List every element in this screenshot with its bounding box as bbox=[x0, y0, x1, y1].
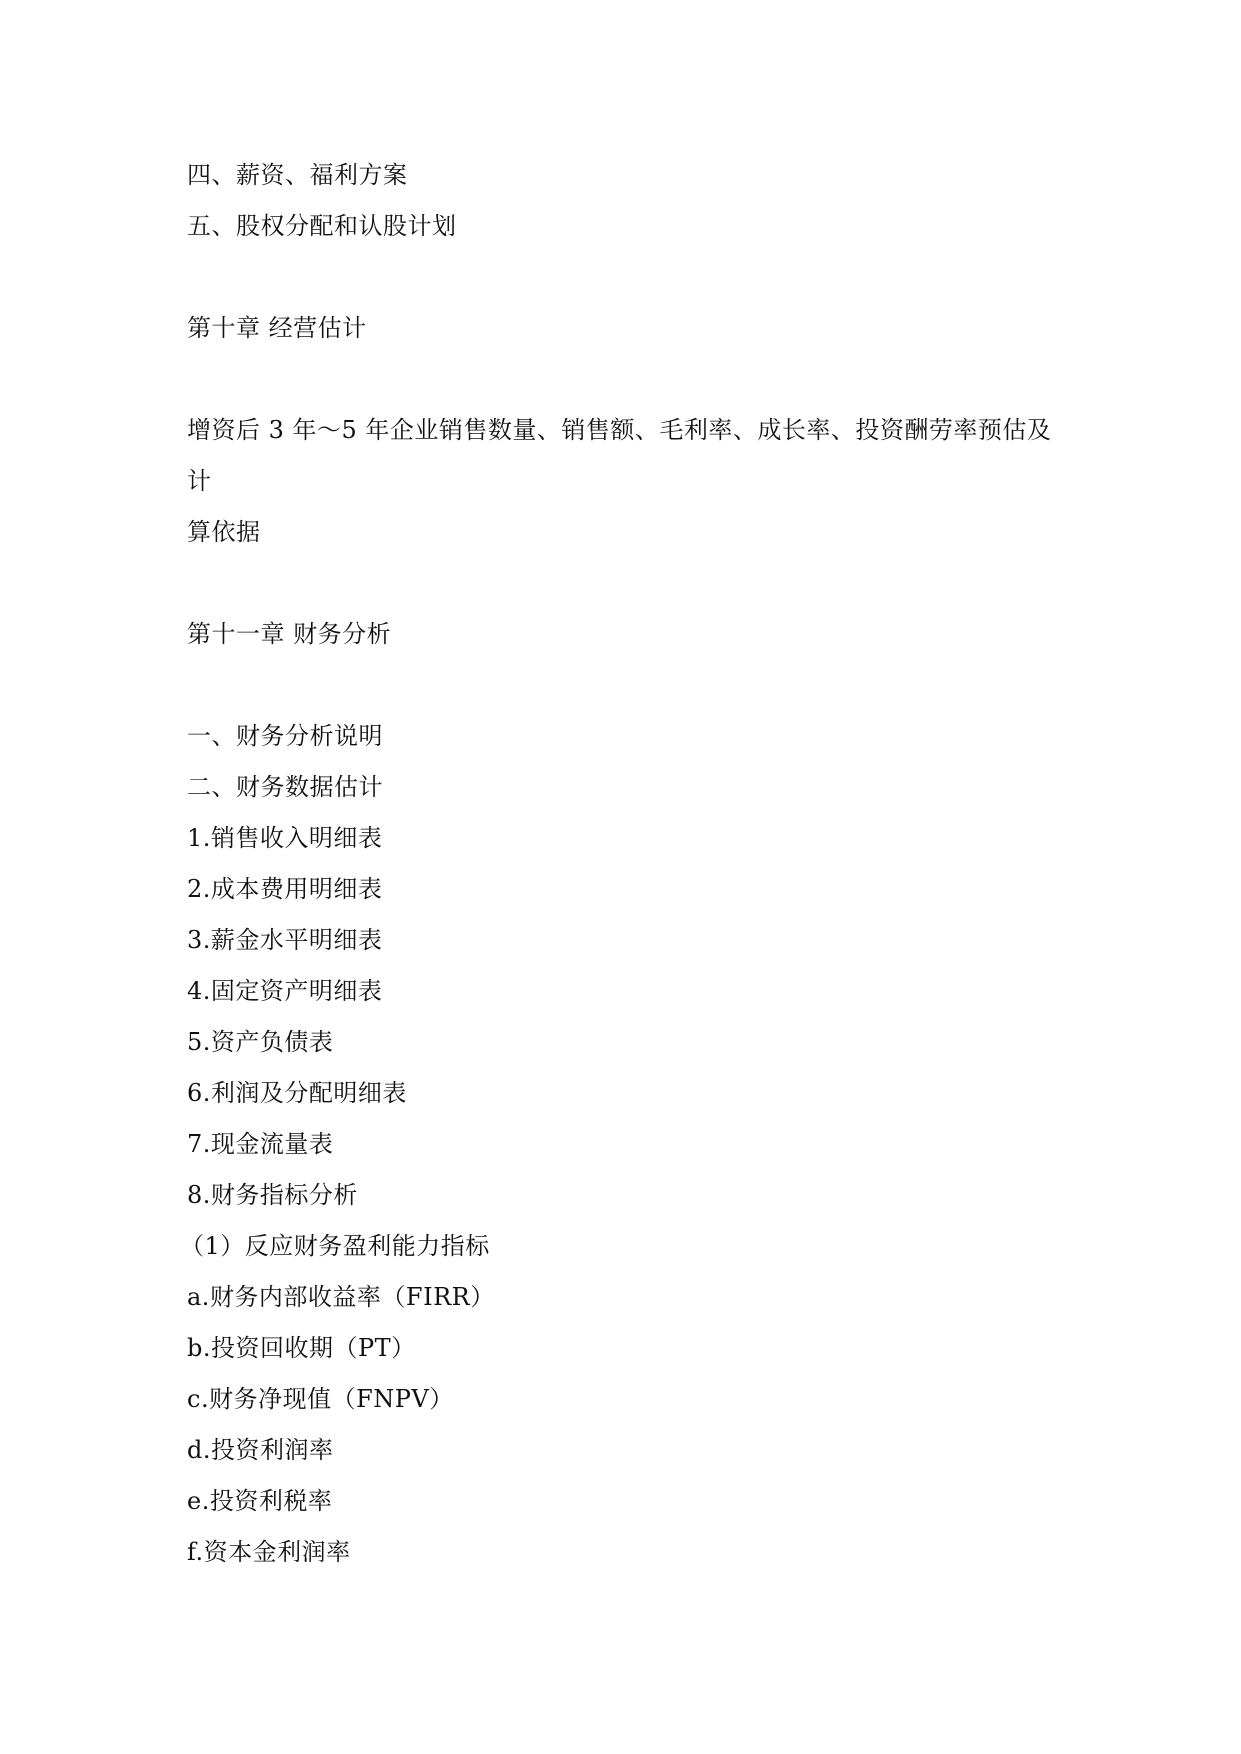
list-item: 8.财务指标分析 bbox=[187, 1181, 358, 1209]
indicator-item: a.财务内部收益率（FIRR） bbox=[187, 1283, 495, 1311]
indicator-item: b.投资回收期（PT） bbox=[187, 1334, 416, 1362]
indicator-item: e.投资利税率 bbox=[187, 1487, 333, 1515]
chapter-ten-body-line: 算依据 bbox=[187, 518, 261, 546]
indicator-item: c.财务净现值（FNPV） bbox=[187, 1385, 454, 1413]
list-item: 4.固定资产明细表 bbox=[187, 977, 383, 1005]
list-item: 1.销售收入明细表 bbox=[187, 824, 383, 852]
indicator-item: d.投资利润率 bbox=[187, 1436, 334, 1464]
list-item: 3.薪金水平明细表 bbox=[187, 926, 383, 954]
list-item: 6.利润及分配明细表 bbox=[187, 1079, 407, 1107]
chapter-ten-body-line: 计 bbox=[187, 467, 212, 495]
fin-section-one: 一、财务分析说明 bbox=[187, 722, 383, 750]
chapter-eleven-title: 第十一章 财务分析 bbox=[187, 620, 392, 648]
chapter-ten-body-line: 增资后 3 年～5 年企业销售数量、销售额、毛利率、成长率、投资酬劳率预估及 bbox=[187, 416, 1052, 444]
chapter-ten-title: 第十章 经营估计 bbox=[187, 314, 367, 342]
list-item: 5.资产负债表 bbox=[187, 1028, 334, 1056]
indicator-group-heading: （1）反应财务盈利能力指标 bbox=[180, 1232, 490, 1260]
list-item: 7.现金流量表 bbox=[187, 1130, 334, 1158]
section-five-heading: 五、股权分配和认股计划 bbox=[187, 212, 457, 240]
section-four-heading: 四、薪资、福利方案 bbox=[187, 161, 408, 189]
fin-section-two: 二、财务数据估计 bbox=[187, 773, 383, 801]
indicator-item: f.资本金利润率 bbox=[187, 1538, 351, 1566]
list-item: 2.成本费用明细表 bbox=[187, 875, 383, 903]
